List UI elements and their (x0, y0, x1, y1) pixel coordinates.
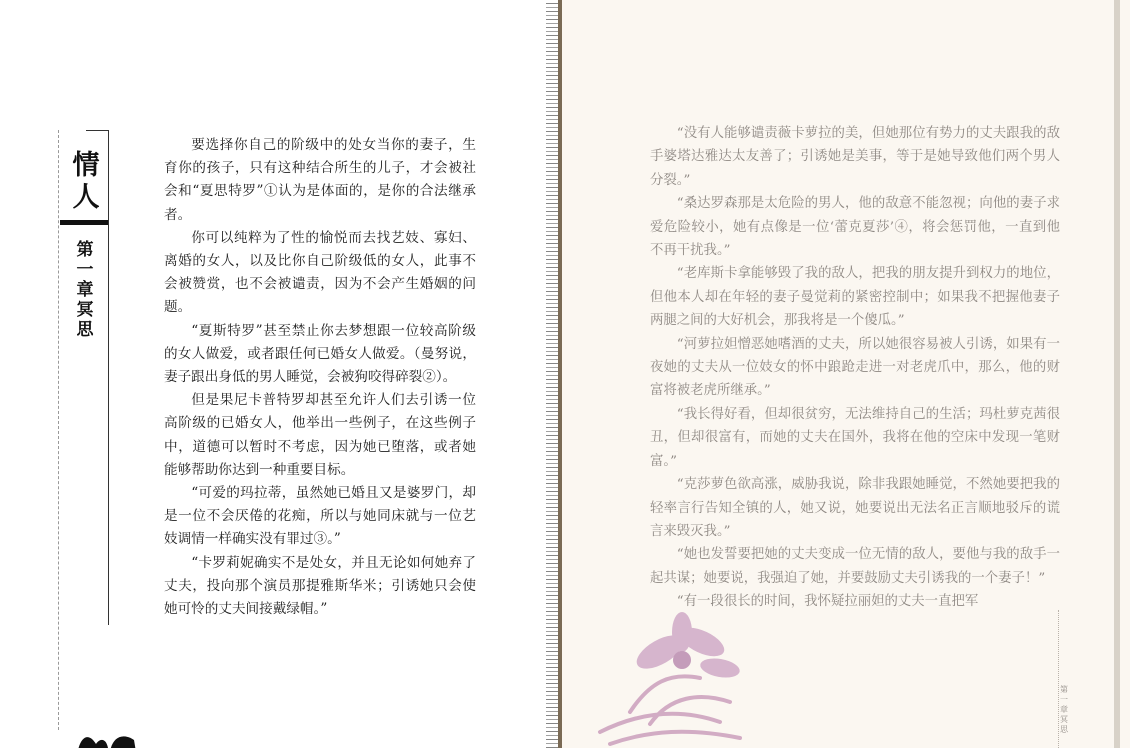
right-body-text (650, 122, 1060, 614)
paragraph: “没有人能够谴责薇卡萝拉的美，但她那位有势力的丈夫跟我的敌手婆塔达雅达太友善了；引诱她是美事，等于是她导致他们两个男人分裂。” (650, 126, 1060, 188)
paragraph: “她也发誓要把她的丈夫变成一位无情的敌人，要他与我的敌手一起共谋；她要说，我强迫了她，并要鼓励丈夫引诱我的一个妻子！” (650, 547, 1060, 586)
paragraph: 但是果尼卡普特罗却甚至允许人们去引诱一位高阶级的已婚女人，他举出一些例子，在这些例子中，道德可以暂时不考虑，因为她已堕落，或者她能够帮助你达到一种重要目标。 (164, 392, 476, 478)
paragraph: “我长得好看，但却很贫穷，无法维持自己的生活；玛杜萝克茜很丑，但却很富有，而她的丈夫在国外，我将在他的空床中发现一笔财富。” (650, 406, 1060, 469)
paragraph: “河萝拉妲憎恶她嗜酒的丈夫，所以她很容易被人引诱，如果有一夜她的丈夫从一位妓女的怀中踉跄走进一对老虎爪中，那么，他的财富将被老虎所继承。” (650, 336, 1060, 399)
page-edge (1114, 0, 1120, 748)
paragraph: “克莎萝色欲高涨，威胁我说，除非我跟她睡觉，不然她要把我的轻率言行告知全镇的人，她又说，她要说出无法名正言顺地驳斥的谎言来毁灭我。” (650, 477, 1060, 539)
paragraph: “老库斯卡拿能够毁了我的敌人，把我的朋友提升到权力的地位，但他本人却在年轻的妻子曼觉莉的紧密控制中；如果我不把握他妻子两腿之间的大好机会，那我将是一个傻瓜。” (650, 266, 1060, 329)
paragraph: “夏斯特罗”甚至禁止你去梦想跟一位较高阶级的女人做爱，或者跟任何已婚女人做爱。（曼努说，妻子跟出身低的男人睡觉，会被狗咬得碎裂②）。 (164, 322, 476, 386)
chapter-label-vertical: 第一章 冥思 (76, 240, 94, 340)
floral-ornament-icon (590, 612, 790, 748)
left-body-text (164, 134, 476, 621)
paragraph: “卡罗莉妮确实不是处女，并且无论如何她弃了丈夫，投向那个演员那提雅斯华米；引诱她只会使她可怜的丈夫间接戴绿帽。” (164, 554, 476, 618)
corner-logo-icon (76, 730, 138, 748)
paragraph: 你可以纯粹为了性的愉悦而去找艺妓、寡妇、离婚的女人，以及比你自己阶级低的女人，此事不会被赞赏，也不会被谴责，因为不会产生婚姻的问题。 (164, 229, 476, 316)
book-title-vertical: 情人 (72, 150, 100, 213)
paragraph: 要选择你自己的阶级中的处女当你的妻子，生育你的孩子，只有这种结合所生的儿子，才会被社会和“夏思特罗”①认为是体面的，是你的合法继承者。 (164, 137, 476, 223)
running-footer: 第一章 冥思 (1060, 685, 1068, 734)
paragraph: “桑达罗森那是太危险的男人，他的敌意不能忽视；向他的妻子求爱危险较小，她有点像是一位‘蕾克夏莎’④，将会惩罚他，一直到他不再干扰我。” (650, 196, 1060, 259)
tab-divider-bar (60, 220, 108, 225)
tab-top-rule (86, 130, 108, 131)
left-page (0, 0, 548, 748)
right-page (562, 0, 1130, 748)
paragraph: “可爱的玛拉蒂，虽然她已婚且又是婆罗门，却是一位不会厌倦的花痴，所以与她同床就与一位艺妓调情一样确实没有罪过③。” (164, 485, 476, 548)
paragraph: “有一段很长的时间，我怀疑拉丽妲的丈夫一直把军 (676, 594, 979, 610)
